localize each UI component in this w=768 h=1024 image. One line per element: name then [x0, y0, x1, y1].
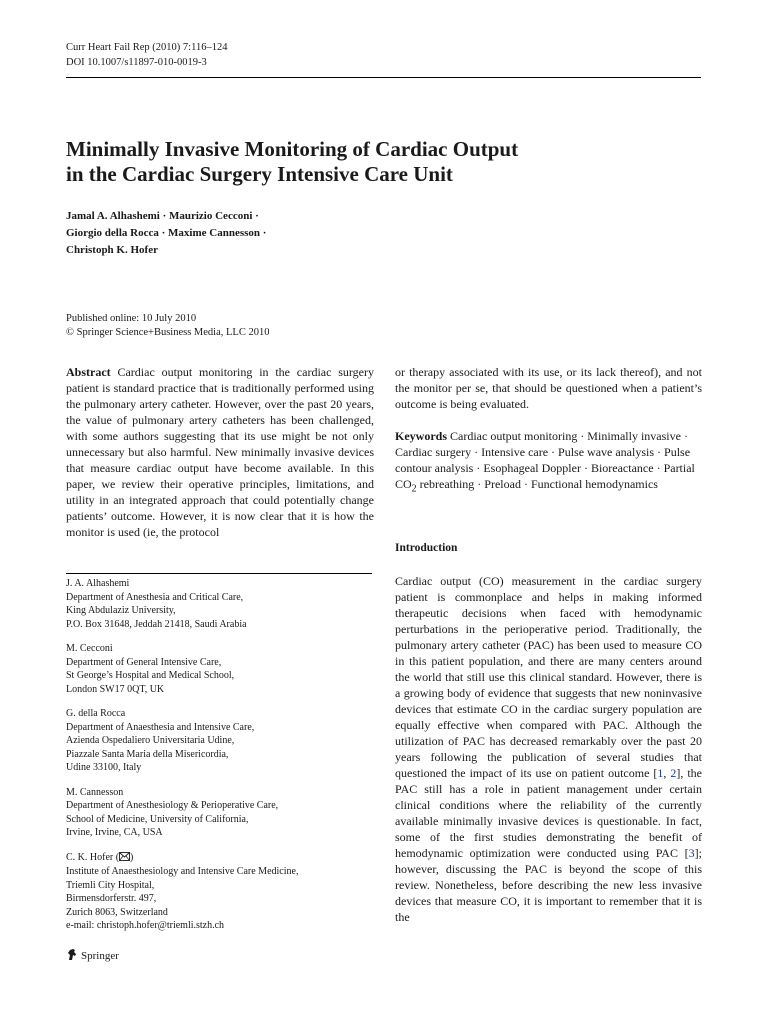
author-list	[66, 208, 396, 259]
intro-seg-1: Cardiac output (CO) measurement in the cardiac surgery patient is commonplace and helps in making informed therapeutic decisions when faced with hemodynamic perturbations in the perioperative period. Traditionally, the pulmonary artery catheter (PAC) has been used to measure CO in this patient population, and there are many centers around the world that still use this clinical standard. However, there is a growing body of evidence that suggests that new noninvasive devices that estimate CO in the cardiac surgery population are equally effective when compared with PAC. Although the utilization of PAC has decreased remarkably over the past 20 years following the publication of several studies that questioned the impact of its use on patient outcome [	[395, 574, 702, 780]
affiliation-line: P.O. Box 31648, Jeddah 21418, Saudi Arabia	[66, 618, 247, 630]
doi: DOI 10.1007/s11897-010-0019-3	[66, 57, 207, 68]
citation-link-3[interactable]: 3	[688, 846, 695, 860]
affiliation-della-rocca	[66, 707, 376, 775]
affiliations	[66, 577, 376, 944]
authors-line-2: Giorgio della Rocca · Maxime Cannesson ·	[66, 227, 267, 239]
affiliation-cannesson	[66, 786, 376, 840]
affiliation-line: Department of Anaesthesia and Intensive Care,	[66, 721, 255, 733]
abstract	[66, 364, 374, 540]
affiliation-line: Azienda Ospedaliero Universitaria Udine,	[66, 735, 235, 746]
affiliation-line: M. Cecconi	[66, 643, 113, 654]
affiliation-line: G. della Rocca	[66, 708, 126, 719]
introduction-text	[395, 573, 702, 925]
published-date: Published online: 10 July 2010	[66, 313, 197, 324]
intro-seg-2: ], the PAC still has a role in patient management under certain clinical conditions where the reliability of the currently available minimally invasive devices is questionable. In fact, some of the first studies demonstrating the benefit of hemodynamic optimization were conducted using PAC [	[395, 766, 703, 860]
corresponding-name: C. K. Hofer (	[66, 851, 120, 863]
affiliation-line: M. Cannesson	[66, 786, 124, 798]
abstract-label: Abstract	[66, 365, 111, 379]
affiliation-line: Piazzale Santa Maria della Misericordia,	[66, 748, 229, 760]
corresponding-close: )	[130, 851, 134, 863]
affiliation-line: London SW17 0QT, UK	[66, 683, 165, 695]
affiliation-line: Department of General Intensive Care,	[66, 656, 222, 668]
keywords-label: Keywords	[395, 429, 447, 443]
journal-header	[66, 40, 227, 70]
title-line-2: in the Cardiac Surgery Intensive Care Unit	[66, 162, 453, 186]
authors-line-1: Jamal A. Alhashemi · Maurizio Cecconi ·	[66, 210, 259, 222]
springer-horse-icon	[66, 948, 78, 964]
publication-info	[66, 312, 269, 340]
affiliation-line: King Abdulaziz University,	[66, 605, 176, 616]
affiliation-line: Department of Anesthesiology & Perioperative Care,	[66, 800, 279, 811]
citation-link-1[interactable]: 1	[657, 766, 664, 780]
section-heading-introduction: Introduction	[395, 542, 458, 554]
email-link[interactable]: e-mail: christoph.hofer@triemli.stzh.ch	[66, 920, 225, 931]
article-title	[66, 137, 626, 187]
copyright: © Springer Science+Business Media, LLC 2010	[66, 327, 270, 338]
authors-line-3: Christoph K. Hofer	[66, 244, 158, 256]
citation-link-2[interactable]: 2	[670, 766, 677, 780]
intro-seg-3: ]; however, discussing the PAC is beyond the scope of this review. Nonetheless, before describing the new less invasive devices that measure CO, it is important to remember that it is the	[395, 846, 702, 924]
envelope-icon[interactable]	[119, 852, 130, 866]
affiliation-line: J. A. Alhashemi	[66, 578, 130, 589]
affiliation-line: St George’s Hospital and Medical School,	[66, 670, 235, 681]
header-rule	[66, 77, 701, 78]
corresponding-author	[66, 851, 376, 866]
abstract-continuation: or therapy associated with its use, or its lack thereof), and not the monitor per se, that should be questioned when a patient’s outcome is being evaluated.	[395, 365, 702, 411]
affiliation-line: Udine 33100, Italy	[66, 762, 142, 773]
keywords	[395, 428, 702, 497]
title-line-1: Minimally Invasive Monitoring of Cardiac Output	[66, 137, 519, 161]
affiliation-line: Irvine, Irvine, CA, USA	[66, 827, 163, 838]
affiliation-line: Zurich 8063, Switzerland	[66, 906, 168, 918]
intro-sep-1: ,	[663, 766, 671, 780]
affiliation-hofer	[66, 851, 376, 933]
affiliation-line: Department of Anesthesia and Critical Care,	[66, 591, 244, 603]
affiliation-line: School of Medicine, University of California,	[66, 813, 249, 825]
affiliation-alhashemi	[66, 577, 376, 631]
publisher-footer	[66, 948, 119, 964]
keywords-part-2: rebreathing · Preload · Functional hemodynamics	[416, 477, 658, 491]
affiliation-line: Birmensdorferstr. 497,	[66, 893, 157, 904]
affiliation-cecconi	[66, 642, 376, 696]
affiliation-line: Triemli City Hospital,	[66, 879, 155, 891]
journal-citation: Curr Heart Fail Rep (2010) 7:116–124	[66, 42, 228, 53]
co2-subscript: 2	[411, 483, 417, 495]
affiliation-rule	[66, 573, 372, 574]
keywords-part-1: Cardiac output monitoring · Minimally invasive · Cardiac surgery · Intensive care · Pulse wave analysis · Pulse contour analysis · Esophageal Doppler · Bioreactance · Partial CO	[395, 429, 695, 491]
abstract-text: Cardiac output monitoring in the cardiac surgery patient is standard practice that is traditionally performed using the pulmonary artery catheter. However, over the past 20 years, the value of pulmonary artery catheters has been challenged, with some authors suggesting that its use might be not only unnecessary but also harmful. New minimally invasive devices that measure cardiac output have become available. In this paper, we review their operative principles, limitations, and utility in an integrated approach that could potentially change patients’ outcome. However, it is now clear that it is how the monitor is used (ie, the protocol	[66, 365, 375, 539]
publisher-name: Springer	[81, 950, 119, 962]
affiliation-line: Institute of Anaesthesiology and Intensive Care Medicine,	[66, 866, 299, 877]
